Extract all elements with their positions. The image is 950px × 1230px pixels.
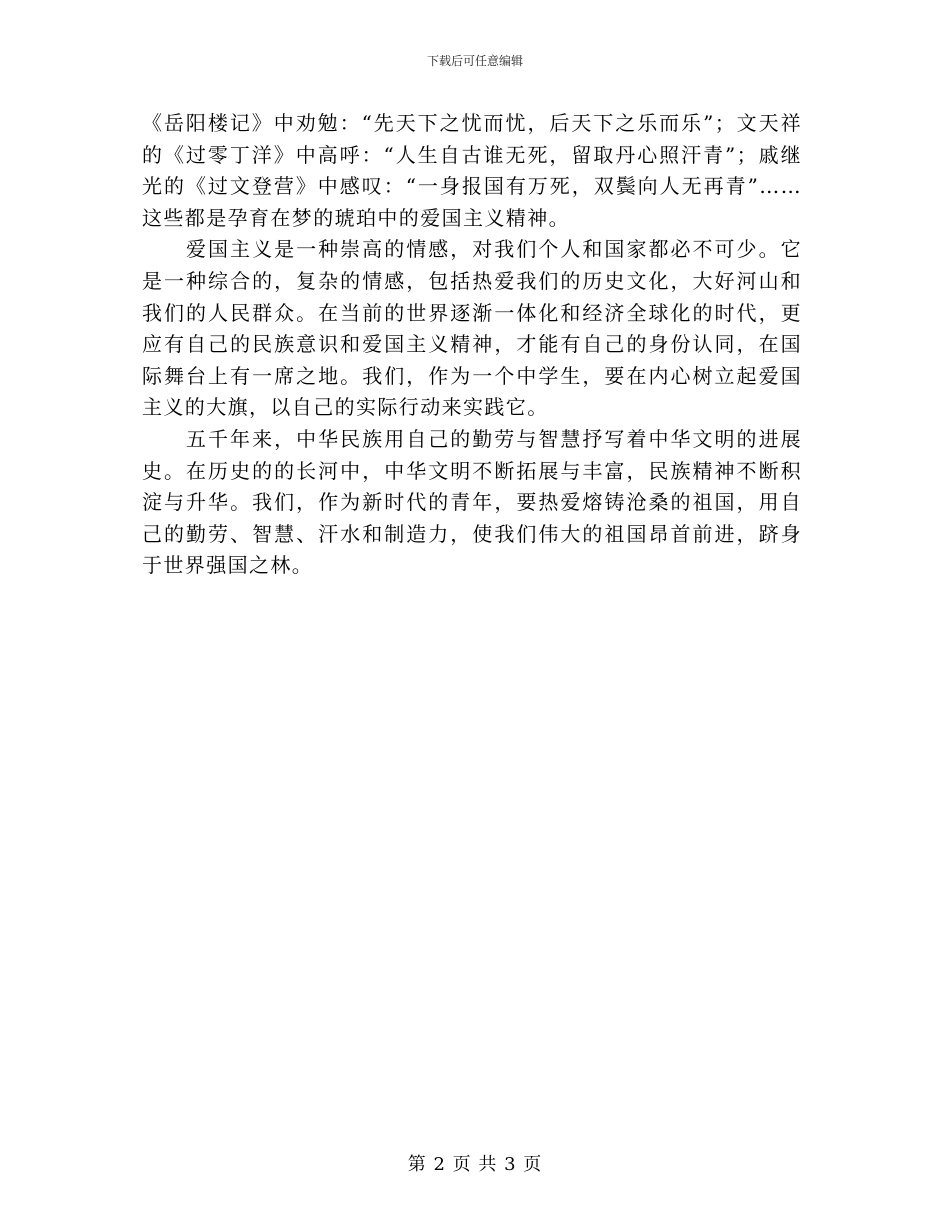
page-number: 第 2 页 共 3 页	[407, 1154, 543, 1175]
paragraph-quotes: 《岳阳楼记》中劝勉：“先天下之忧而忧，后天下之乐而乐”；文天祥的《过零丁洋》中高呼：“人生自古谁无死，留取丹心照汗青”；戚继光的《过文登营》中感叹：“一身报国有万死，双鬓向人无再青”……这些都是孕育在梦的琥珀中的爱国主义精神。	[142, 111, 802, 230]
paragraph-patriotism: 爱国主义是一种崇高的情感，对我们个人和国家都必不可少。它是一种综合的，复杂的情感，包括热爱我们的历史文化，大好河山和我们的人民群众。在当前的世界逐渐一体化和经济全球化的时代，更应有自己的民族意识和爱国主义精神，才能有自己的身份认同，在国际舞台上有一席之地。我们，作为一个中学生，要在内心树立起爱国主义的大旗，以自己的实际行动来实践它。	[142, 237, 802, 420]
document-body	[142, 108, 802, 582]
paragraph-civilization: 五千年来，中华民族用自己的勤劳与智慧抒写着中华文明的进展史。在历史的的长河中，中华文明不断拓展与丰富，民族精神不断积淀与升华。我们，作为新时代的青年，要热爱熔铸沧桑的祖国，用自己的勤劳、智慧、汗水和制造力，使我们伟大的祖国昂首前进，跻身于世界强国之林。	[142, 426, 802, 578]
page-header: 下载后可任意编辑	[426, 54, 523, 68]
